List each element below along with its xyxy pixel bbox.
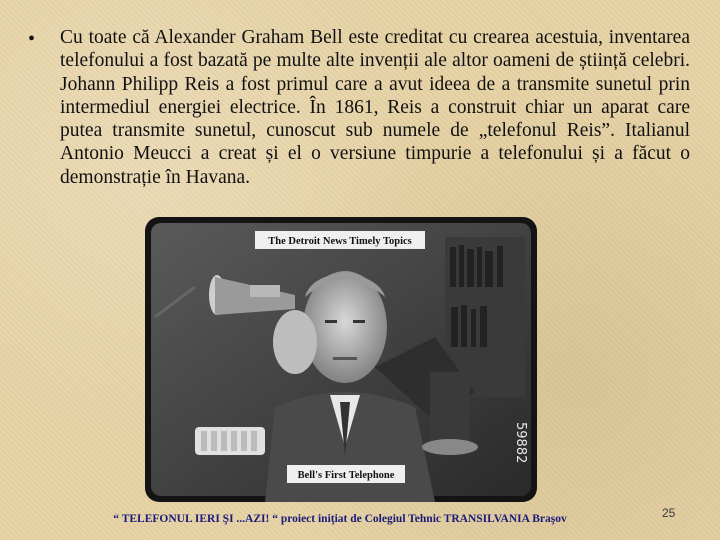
body-paragraph: Cu toate că Alexander Graham Bell este creditat cu crearea acestuia, inventarea telefonului a fost bazată pe multe alte invenții ale altor oameni de știință celebri. Johann Philipp Reis a fost primul care a avut ideea de a transmite sunetul prin intermediul energiei electrice. În 1861, Reis a construit chiar un aparat care putea transmite sunetul, cunoscut sub numele de „telefonul Reis”. Italianul Antonio Meucci a creat și el o versiune timpurie a telefonului și a făcut o demonstrație în Havana. xyxy=(60,27,690,188)
photo-top-caption: The Detroit News Timely Topics xyxy=(268,236,412,247)
photo-bottom-caption: Bell's First Telephone xyxy=(297,470,395,481)
slide-page-number: 25 xyxy=(662,506,676,520)
bullet-dot-icon: • xyxy=(28,28,36,50)
photo-image xyxy=(145,217,537,502)
historic-photo xyxy=(145,217,537,502)
photo-handwritten-number: 59882 xyxy=(513,422,528,464)
bullet-point xyxy=(28,26,690,189)
slide-footer: “ TELEFONUL IERI ŞI ...AZI! “ proiect iniţiat de Colegiul Tehnic TRANSILVANIA Braşov xyxy=(113,513,567,525)
